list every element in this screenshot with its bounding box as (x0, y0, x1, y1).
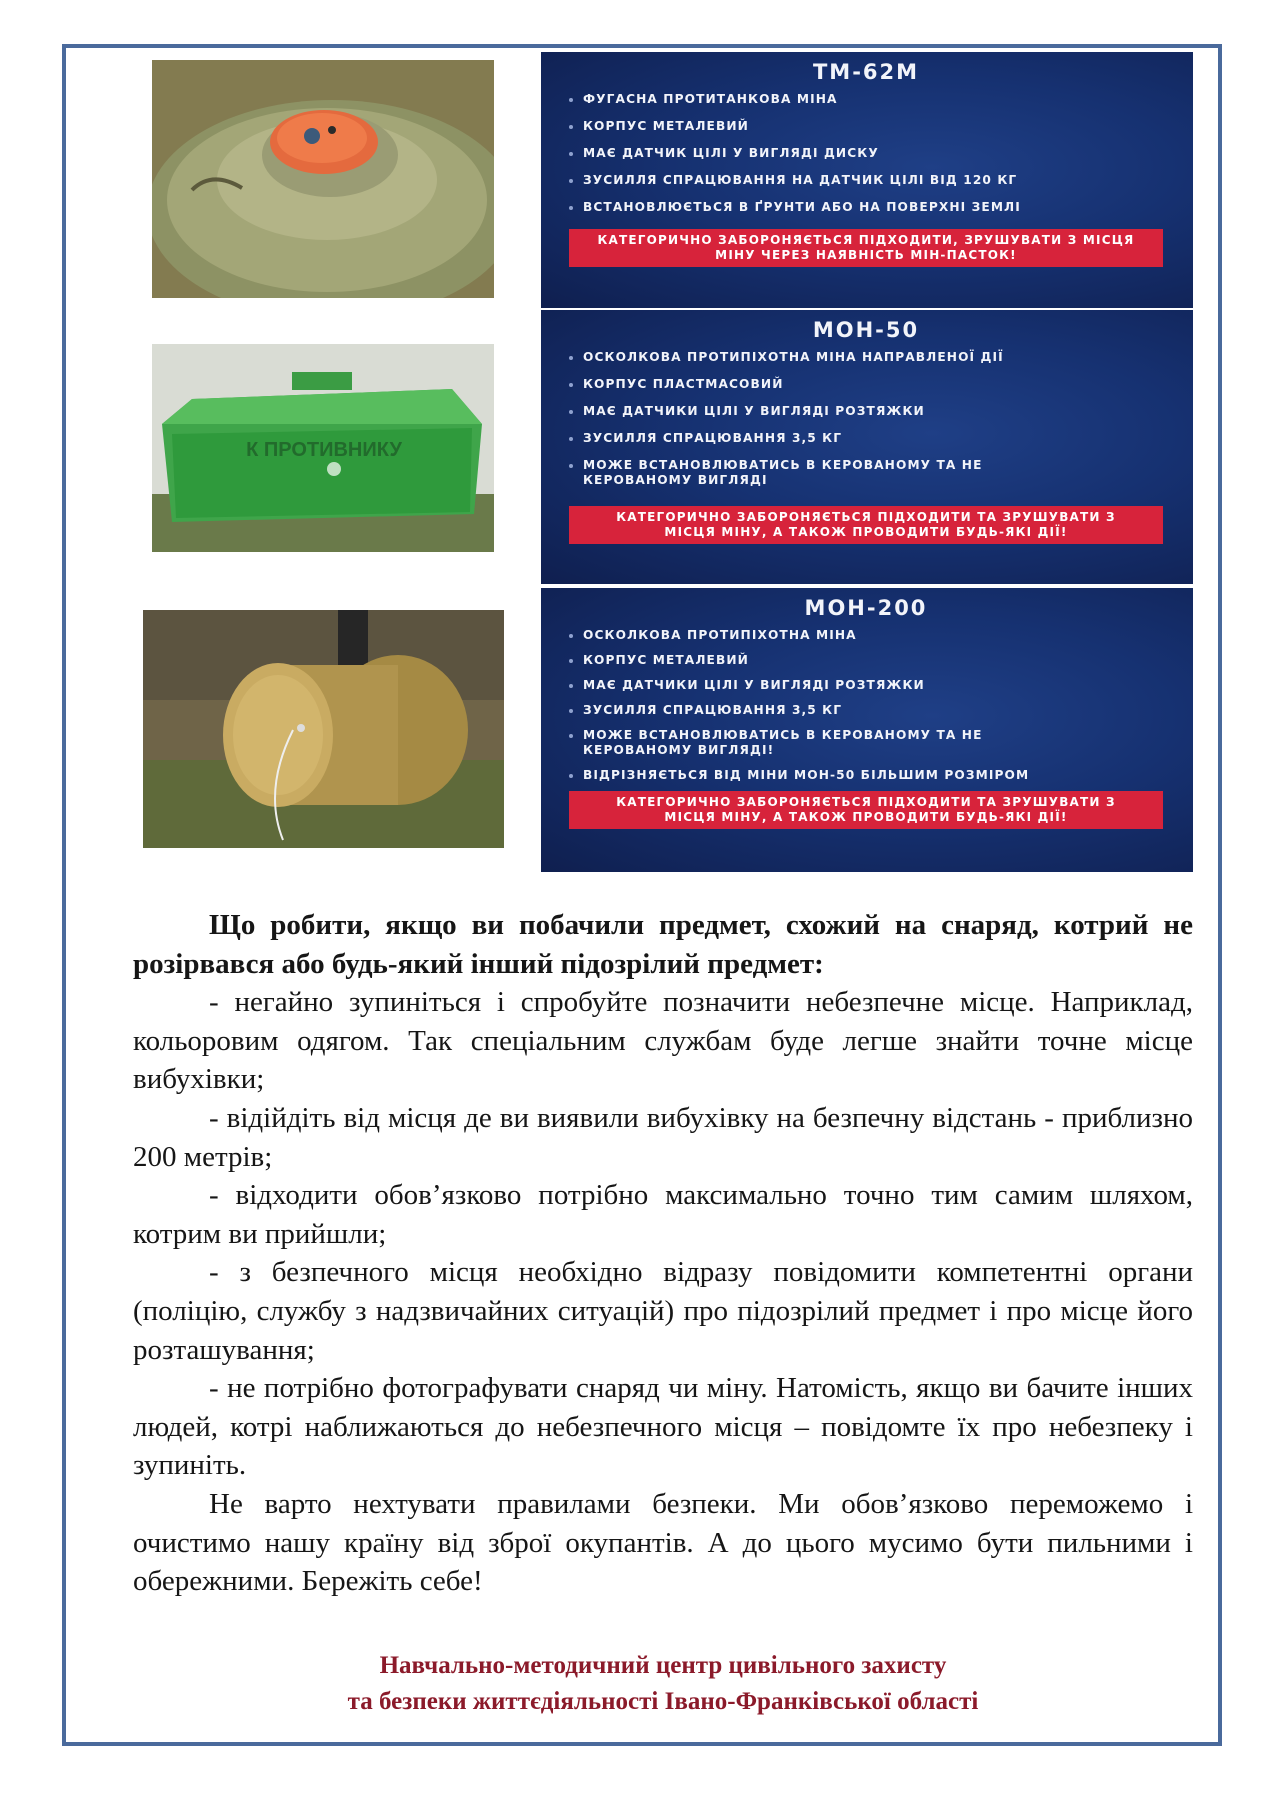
feature-item: МОЖЕ ВСТАНОВЛЮВАТИСЬ В КЕРОВАНОМУ ТА НЕ КЕРОВАНОМУ ВИГЛЯДІ! (569, 728, 1163, 758)
feature-item: МАЄ ДАТЧИКИ ЦІЛІ У ВИГЛЯДІ РОЗТЯЖКИ (569, 678, 1163, 693)
feature-list (569, 350, 1163, 488)
feature-list (569, 92, 1163, 215)
feature-item: ОСКОЛКОВА ПРОТИПІХОТНА МІНА НАПРАВЛЕНОЇ ДІЇ (569, 350, 1163, 365)
feature-item: ВІДРІЗНЯЄТЬСЯ ВІД МІНИ МОН-50 БІЛЬШИМ РОЗМІРОМ (569, 768, 1163, 783)
mine-title: МОН-200 (804, 596, 928, 620)
feature-item: КОРПУС МЕТАЛЕВИЙ (569, 119, 1163, 134)
warning-banner: КАТЕГОРИЧНО ЗАБОРОНЯЄТЬСЯ ПІДХОДИТИ ТА ЗРУШУВАТИ З МІСЦЯ МІНУ, А ТАКОЖ ПРОВОДИТИ БУДЬ-ЯКІ ДІЇ! (569, 506, 1163, 544)
feature-item: КОРПУС ПЛАСТМАСОВИЙ (569, 377, 1163, 392)
tm62m-photo (152, 60, 494, 298)
closing-paragraph: Не варто нехтувати правилами безпеки. Ми обов’язково переможемо і очистимо нашу країну від зброї окупантів. А до цього мусимо бути пильними і обережними. Бережіть себе! (133, 1487, 1193, 1598)
photo-label-text: К ПРОТИВНИКУ (246, 439, 402, 461)
feature-item: ВСТАНОВЛЮЄТЬСЯ В ҐРУНТИ АБО НА ПОВЕРХНІ ЗЕМЛІ (569, 200, 1163, 215)
instructions-heading: Що робити, якщо ви побачили предмет, схожий на снаряд, котрий не розірвався або будь-який інший підозрілий предмет: (133, 909, 1193, 980)
feature-item: ЗУСИЛЛЯ СПРАЦЮВАННЯ 3,5 КГ (569, 431, 1163, 446)
tm62m-info-panel (541, 52, 1193, 308)
feature-item: КОРПУС МЕТАЛЕВИЙ (569, 653, 1163, 668)
instruction-item: - не потрібно фотографувати снаряд чи міну. Натомість, якщо ви бачите інших людей, котрі наближаються до небезпечного місця – повідомте їх про небезпеку і зупиніть. (133, 1372, 1193, 1482)
feature-item: ФУГАСНА ПРОТИТАНКОВА МІНА (569, 92, 1163, 107)
feature-item: ОСКОЛКОВА ПРОТИПІХОТНА МІНА (569, 628, 1163, 643)
mine-title: МОН-50 (812, 318, 920, 342)
feature-item: МОЖЕ ВСТАНОВЛЮВАТИСЬ В КЕРОВАНОМУ ТА НЕ КЕРОВАНОМУ ВИГЛЯДІ (569, 458, 1163, 488)
instructions-text (133, 906, 1193, 1601)
warning-banner: КАТЕГОРИЧНО ЗАБОРОНЯЄТЬСЯ ПІДХОДИТИ, ЗРУШУВАТИ З МІСЦЯ МІНУ ЧЕРЕЗ НАЯВНІСТЬ МІН-ПАСТОК! (569, 229, 1163, 267)
instruction-item: - негайно зупиніться і спробуйте позначити небезпечне місце. Наприклад, кольоровим одягом. Так спеціальним службам буде легше знайти точне місце вибухівки; (133, 986, 1193, 1096)
instruction-item: - відійдіть від місця де ви виявили вибухівку на безпечну відстань - приблизно 200 метрів; (133, 1101, 1193, 1173)
feature-item: ЗУСИЛЛЯ СПРАЦЮВАННЯ 3,5 КГ (569, 703, 1163, 718)
mon200-photo (143, 610, 504, 848)
mine-title: ТМ-62М (812, 60, 920, 84)
feature-item: ЗУСИЛЛЯ СПРАЦЮВАННЯ НА ДАТЧИК ЦІЛІ ВІД 120 КГ (569, 173, 1163, 188)
mon200-info-panel (541, 588, 1193, 872)
instruction-item: - відходити обов’язково потрібно максимально точно тим самим шляхом, котрим ви прийшли; (133, 1179, 1193, 1250)
feature-item: МАЄ ДАТЧИК ЦІЛІ У ВИГЛЯДІ ДИСКУ (569, 146, 1163, 161)
instruction-item: - з безпечного місця необхідно відразу повідомити компетентні органи (поліцію, службу з надзвичайних ситуацій) про підозрілий предмет і про місце його розташування; (133, 1256, 1193, 1366)
mon50-info-panel (541, 310, 1193, 584)
organization-footer (133, 1648, 1193, 1720)
mon50-photo (152, 344, 494, 552)
footer-line-2: та безпеки життєдіяльності Івано-Франківської області (347, 1688, 979, 1715)
feature-list (569, 628, 1163, 783)
warning-banner: КАТЕГОРИЧНО ЗАБОРОНЯЄТЬСЯ ПІДХОДИТИ ТА ЗРУШУВАТИ З МІСЦЯ МІНУ, А ТАКОЖ ПРОВОДИТИ БУДЬ-ЯКІ ДІЇ! (569, 791, 1163, 829)
footer-line-1: Навчально-методичний центр цивільного захисту (379, 1652, 947, 1679)
feature-item: МАЄ ДАТЧИКИ ЦІЛІ У ВИГЛЯДІ РОЗТЯЖКИ (569, 404, 1163, 419)
